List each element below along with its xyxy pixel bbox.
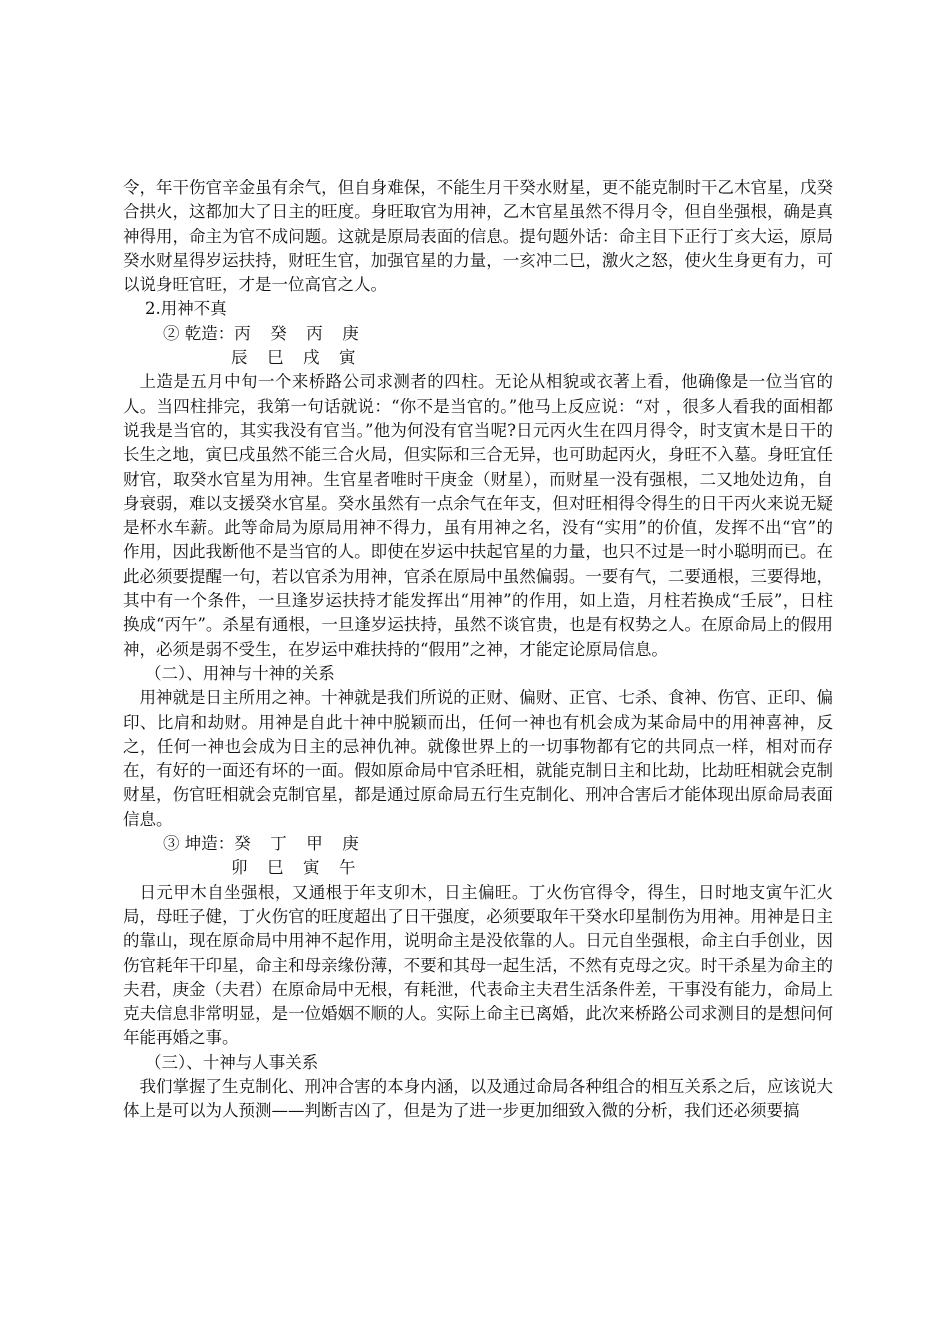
chart-3-stem-row — [234, 832, 378, 856]
stem: 丙 — [306, 323, 323, 343]
bazi-chart-2-stems — [123, 322, 833, 346]
chart-2-stem-row — [234, 322, 378, 346]
stem: 癸 — [234, 834, 251, 854]
stem: 癸 — [270, 323, 287, 343]
branch: 巳 — [267, 348, 284, 368]
paragraph-5: 我们掌握了生克制化、刑冲合害的本身内涵，以及通过命局各种组合的相互关系之后，应该说大体上是可以为人预测——判断吉凶了，但是为了进一步更加细致入微的分析，我们还必须要搞 — [123, 1076, 833, 1121]
stem: 甲 — [306, 834, 323, 854]
branch: 寅 — [303, 858, 320, 878]
paragraph-4: 日元甲木自坐强根，又通根于年支卯木，日主偏旺。丁火伤官得令，得生，日时地支寅午汇火局，母旺子健，丁火伤官的旺度超出了日干强度，必须要取年干癸水印星制伤为用神。用神是日主的靠山，现在原命局中用神不起作用，说明命主是没依靠的人。日元自坐强根，命主白手创业，因伤官耗年干印星，命主和母亲缘份薄，不要和其母一起生活，不然有克母之灾。时干杀星为命主的夫君，庚金（夫君）在原命局中无根，有耗泄，代表命主夫君生活条件差，干事没有能力，命局上克夫信息非常明显，是一位婚姻不顺的人。实际上命主已离婚，此次来桥路公司求测目的是想问何年能再婚之事。 — [123, 882, 833, 1048]
paragraph-1: 令，年干伤官辛金虽有余气，但自身难保，不能生月干癸水财星，更不能克制时干乙木官星，戊癸合拱火，这都加大了日主的旺度。身旺取官为用神，乙木官星虽然不得月令，但自坐强根，确是真神得用，命主为官不成问题。这就是原局表面的信息。提句题外话：命主目下正行丁亥大运，原局癸水财星得岁运扶持，财旺生官，加强官星的力量，一亥冲二巳，激火之怒，使火生身更有力，可以说身旺官旺，才是一位高官之人。 — [123, 178, 833, 295]
section-heading-2: （二）、用神与十神的关系 — [145, 663, 335, 683]
branch: 午 — [339, 858, 356, 878]
heading-yongshen-not-true: 2.用神不真 — [145, 299, 227, 319]
branch: 寅 — [339, 348, 356, 368]
bazi-chart-3-stems — [123, 832, 833, 856]
paragraph-3: 用神就是日主所用之神。十神就是我们所说的正财、偏财、正官、七杀、食神、伤官、正印、偏印、比肩和劫财。用神是自此十神中脱颖而出，任何一神也有机会成为某命局中的用神喜神，反之，任何一神也会成为日主的忌神仇神。就像世界上的一切事物都有它的共同点一样，相对而存在，有好的一面还有坏的一面。假如原命局中官杀旺相，就能克制日主和比劫，比劫旺相就会克制财星，伤官旺相就会克制官星，都是通过原命局五行生克制化、刑冲合害后才能体现出原命局表面信息。 — [123, 688, 833, 829]
stem: 庚 — [342, 323, 359, 343]
chart-3-branch-row — [231, 856, 375, 880]
stem: 丙 — [234, 323, 251, 343]
branch: 卯 — [231, 858, 248, 878]
section-heading-3: （三）、十神与人事关系 — [145, 1052, 319, 1072]
chart-3-label: ③ 坤造： — [163, 834, 235, 854]
paragraph-2: 上造是五月中旬一个来桥路公司求测者的四柱。无论从相貌或衣著上看，他确像是一位当官的人。当四柱排完，我第一句话就说：“你不是当官的。”他马上反应说：“对 ，很多人看我的面相都说我是当官的，其实我没有官当。”他为何没有官当呢?日元丙火生在四月得令，时支寅木是日干的长生之地，寅巳戌虽然不能三合火局，但实际和三合无异，也可助起丙火，身旺不入墓。身旺宜任财官，取癸水官星为用神。生官星者唯时干庚金（财星），而财星一没有强根，二又地处边角，自身衰弱，难以支援癸水官星。癸水虽然有一点余气在年支，但对旺相得令得生的日干丙火来说无疑是杯水车薪。此等命局为原局用神不得力，虽有用神之名，没有“实用”的价值，发挥不出“官”的作用，因此我断他不是当官的人。即使在岁运中扶起官星的力量，也只不过是一时小聪明而已。在此必须要提醒一句，若以官杀为用神，官杀在原局中虽然偏弱。一要有气，二要通根，三要得地，其中有一个条件，一旦逢岁运扶持才能发挥出“用神”的作用，如上造，月柱若换成“壬辰”，日柱换成“丙午”。杀星有通根，一旦逢岁运扶持，虽然不谈官贵，也是有权势之人。在原命局上的假用神，必须是弱不受生，在岁运中难扶持的“假用”之神，才能定论原局信息。 — [123, 372, 833, 659]
bazi-chart-2-branches — [123, 346, 833, 370]
branch: 巳 — [267, 858, 284, 878]
chart-2-branch-row — [231, 346, 375, 370]
stem: 庚 — [342, 834, 359, 854]
document-page — [123, 176, 833, 1124]
branch: 辰 — [231, 348, 248, 368]
stem: 丁 — [270, 834, 287, 854]
chart-2-label: ② 乾造： — [163, 323, 235, 343]
bazi-chart-3-branches — [123, 856, 833, 880]
branch: 戌 — [303, 348, 320, 368]
